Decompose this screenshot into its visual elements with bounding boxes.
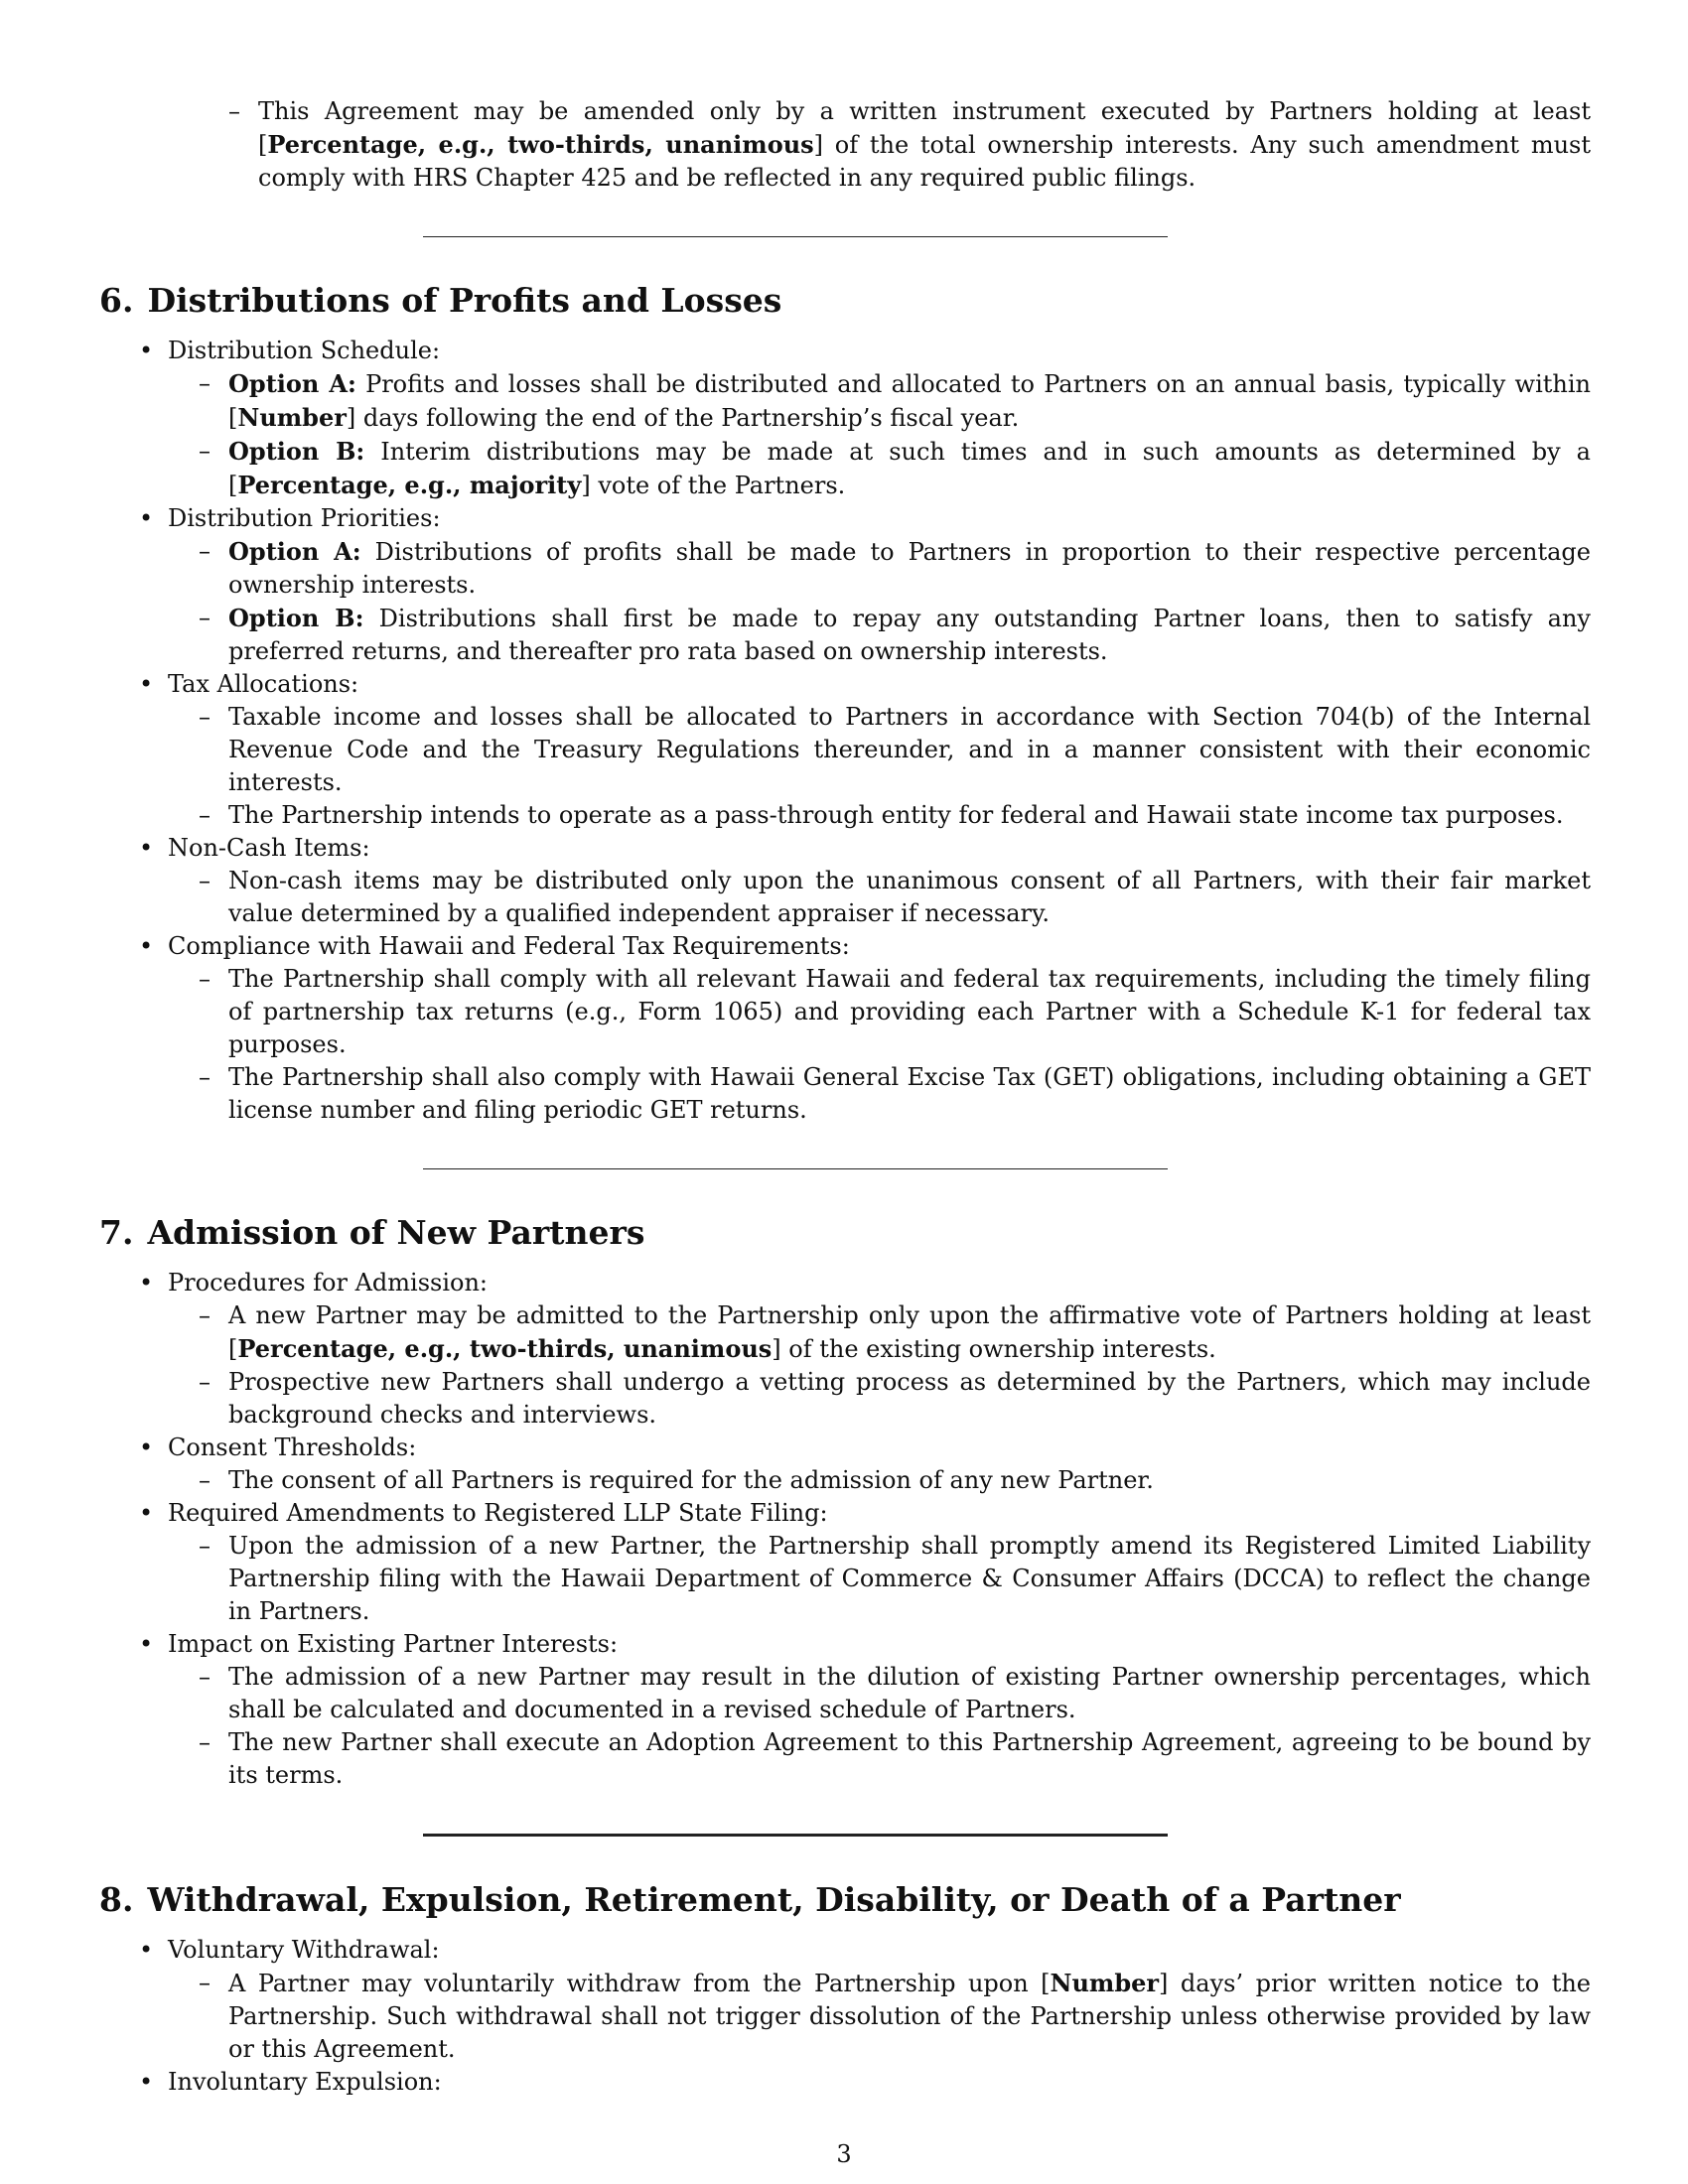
section-divider	[423, 236, 1168, 237]
priorities-option-b: – Option B: Distributions shall first be made to repay any outstanding Partner loans, then to satisfy any preferred returns, and thereafter pro rata based on ownership interests.	[199, 602, 1591, 668]
list-item-voluntary-withdrawal: • Voluntary Withdrawal: – A Partner may voluntarily withdraw from the Partnership upon [Number] days’ prior written notice to the Partnership. Such withdrawal shall not trigger dissolution of the Partnership unless otherwise provided by law or this Agreement.	[99, 1934, 1591, 2066]
list-item-involuntary-expulsion: • Involuntary Expulsion:	[99, 2066, 1591, 2099]
list-item-required-amendments: • Required Amendments to Registered LLP State Filing: – Upon the admission of a new Partner, the Partnership shall promptly amend its Registered Limited Liability Partnership filing with the Hawaii Department of Commerce & Consumer Affairs (DCCA) to reflect the change in Partners.	[99, 1497, 1591, 1628]
document-body	[99, 95, 1591, 2099]
procedures-clause-1: – A new Partner may be admitted to the Partnership only upon the affirmative vote of Partners holding at least [Percentage, e.g., two-thirds, unanimous] of the existing ownership interests.	[199, 1299, 1591, 1366]
list-item-tax-allocations: • Tax Allocations: – Taxable income and losses shall be allocated to Partners in accordance with Section 704(b) of the Internal Revenue Code and the Treasury Regulations thereunder, and in a manner consistent with their economic interests. – The Partnership intends to operate as a pass-through entity for federal and Hawaii state income tax purposes.	[99, 668, 1591, 832]
list-item-consent-thresholds: • Consent Thresholds: – The consent of all Partners is required for the admission of any new Partner.	[99, 1432, 1591, 1497]
carryover-amendment-item	[228, 95, 1591, 195]
impact-clause-2: – The new Partner shall execute an Adoption Agreement to this Partnership Agreement, agreeing to be bound by its terms.	[199, 1726, 1591, 1792]
section-divider	[423, 1168, 1168, 1169]
schedule-option-b: – Option B: Interim distributions may be made at such times and in such amounts as determined by a [Percentage, e.g., majority] vote of the Partners.	[199, 435, 1591, 502]
section-7-list	[99, 1267, 1591, 1792]
list-item-tax-compliance: • Compliance with Hawaii and Federal Tax Requirements: – The Partnership shall comply with all relevant Hawaii and federal tax requirements, including the timely filing of partnership tax returns (e.g., Form 1065) and providing each Partner with a Schedule K-1 for federal tax purposes. – The Partnership shall also comply with Hawaii General Excise Tax (GET) obligations, including obtaining a GET license number and filing periodic GET returns.	[99, 930, 1591, 1127]
procedures-clause-2: – Prospective new Partners shall undergo a vetting process as determined by the Partners, which may include background checks and interviews.	[199, 1366, 1591, 1432]
section-6-heading: 6. Distributions of Profits and Losses	[99, 281, 782, 320]
amendment-clause: – This Agreement may be amended only by a written instrument executed by Partners holding at least [Percentage, e.g., two-thirds, unanimous] of the total ownership interests. Any such amendment must comply with HRS Chapter 425 and be reflected in any required public filings.	[228, 95, 1591, 195]
section-8-list	[99, 1934, 1591, 2099]
page-number: 3	[836, 2140, 852, 2168]
compliance-clause-2: – The Partnership shall also comply with Hawaii General Excise Tax (GET) obligations, including obtaining a GET license number and filing periodic GET returns.	[199, 1061, 1591, 1127]
noncash-clause-1: – Non-cash items may be distributed only upon the unanimous consent of all Partners, with their fair market value determined by a qualified independent appraiser if necessary.	[199, 865, 1591, 930]
list-item-distribution-priorities: • Distribution Priorities: – Option A: Distributions of profits shall be made to Partners in proportion to their respective percentage ownership interests. – Option B: Distributions shall first be made to repay any outstanding Partner loans, then to satisfy any preferred returns, and thereafter pro rata based on ownership interests.	[99, 502, 1591, 668]
section-7-heading: 7. Admission of New Partners	[99, 1213, 645, 1252]
compliance-clause-1: – The Partnership shall comply with all relevant Hawaii and federal tax requirements, including the timely filing of partnership tax returns (e.g., Form 1065) and providing each Partner with a Schedule K-1 for federal tax purposes.	[199, 963, 1591, 1061]
list-item-procedures-admission: • Procedures for Admission: – A new Partner may be admitted to the Partnership only upon the affirmative vote of Partners holding at least [Percentage, e.g., two-thirds, unanimous] of the existing ownership interests. – Prospective new Partners shall undergo a vetting process as determined by the Partners, which may include background checks and interviews.	[99, 1267, 1591, 1432]
list-item-impact-existing: • Impact on Existing Partner Interests: – The admission of a new Partner may result in the dilution of existing Partner ownership percentages, which shall be calculated and documented in a revised schedule of Partners. – The new Partner shall execute an Adoption Agreement to this Partnership Agreement, agreeing to be bound by its terms.	[99, 1628, 1591, 1792]
section-divider	[423, 1834, 1168, 1837]
tax-clause-2: – The Partnership intends to operate as a pass-through entity for federal and Hawaii state income tax purposes.	[199, 799, 1591, 832]
impact-clause-1: – The admission of a new Partner may result in the dilution of existing Partner ownership percentages, which shall be calculated and documented in a revised schedule of Partners.	[199, 1661, 1591, 1726]
list-item-distribution-schedule: • Distribution Schedule: – Option A: Profits and losses shall be distributed and allocated to Partners on an annual basis, typically within [Number] days following the end of the Partnership’s fiscal year. – Option B: Interim distributions may be made at such times and in such amounts as determined by a [Percentage, e.g., majority] vote of the Partners.	[99, 335, 1591, 502]
consent-clause-1: – The consent of all Partners is required for the admission of any new Partner.	[199, 1464, 1591, 1497]
voluntary-clause-1: – A Partner may voluntarily withdraw from the Partnership upon [Number] days’ prior written notice to the Partnership. Such withdrawal shall not trigger dissolution of the Partnership unless otherwise provided by law or this Agreement.	[199, 1967, 1591, 2066]
section-6-list	[99, 335, 1591, 1127]
list-item-non-cash-items: • Non-Cash Items: – Non-cash items may be distributed only upon the unanimous consent of all Partners, with their fair market value determined by a qualified independent appraiser if necessary.	[99, 832, 1591, 930]
amend-clause-1: – Upon the admission of a new Partner, the Partnership shall promptly amend its Registered Limited Liability Partnership filing with the Hawaii Department of Commerce & Consumer Affairs (DCCA) to reflect the change in Partners.	[199, 1530, 1591, 1628]
schedule-option-a: – Option A: Profits and losses shall be distributed and allocated to Partners on an annual basis, typically within [Number] days following the end of the Partnership’s fiscal year.	[199, 367, 1591, 435]
tax-clause-1: – Taxable income and losses shall be allocated to Partners in accordance with Section 704(b) of the Internal Revenue Code and the Treasury Regulations thereunder, and in a manner consistent with their economic interests.	[199, 701, 1591, 799]
section-8-heading: 8. Withdrawal, Expulsion, Retirement, Disability, or Death of a Partner	[99, 1880, 1401, 1919]
priorities-option-a: – Option A: Distributions of profits shall be made to Partners in proportion to their respective percentage ownership interests.	[199, 535, 1591, 602]
